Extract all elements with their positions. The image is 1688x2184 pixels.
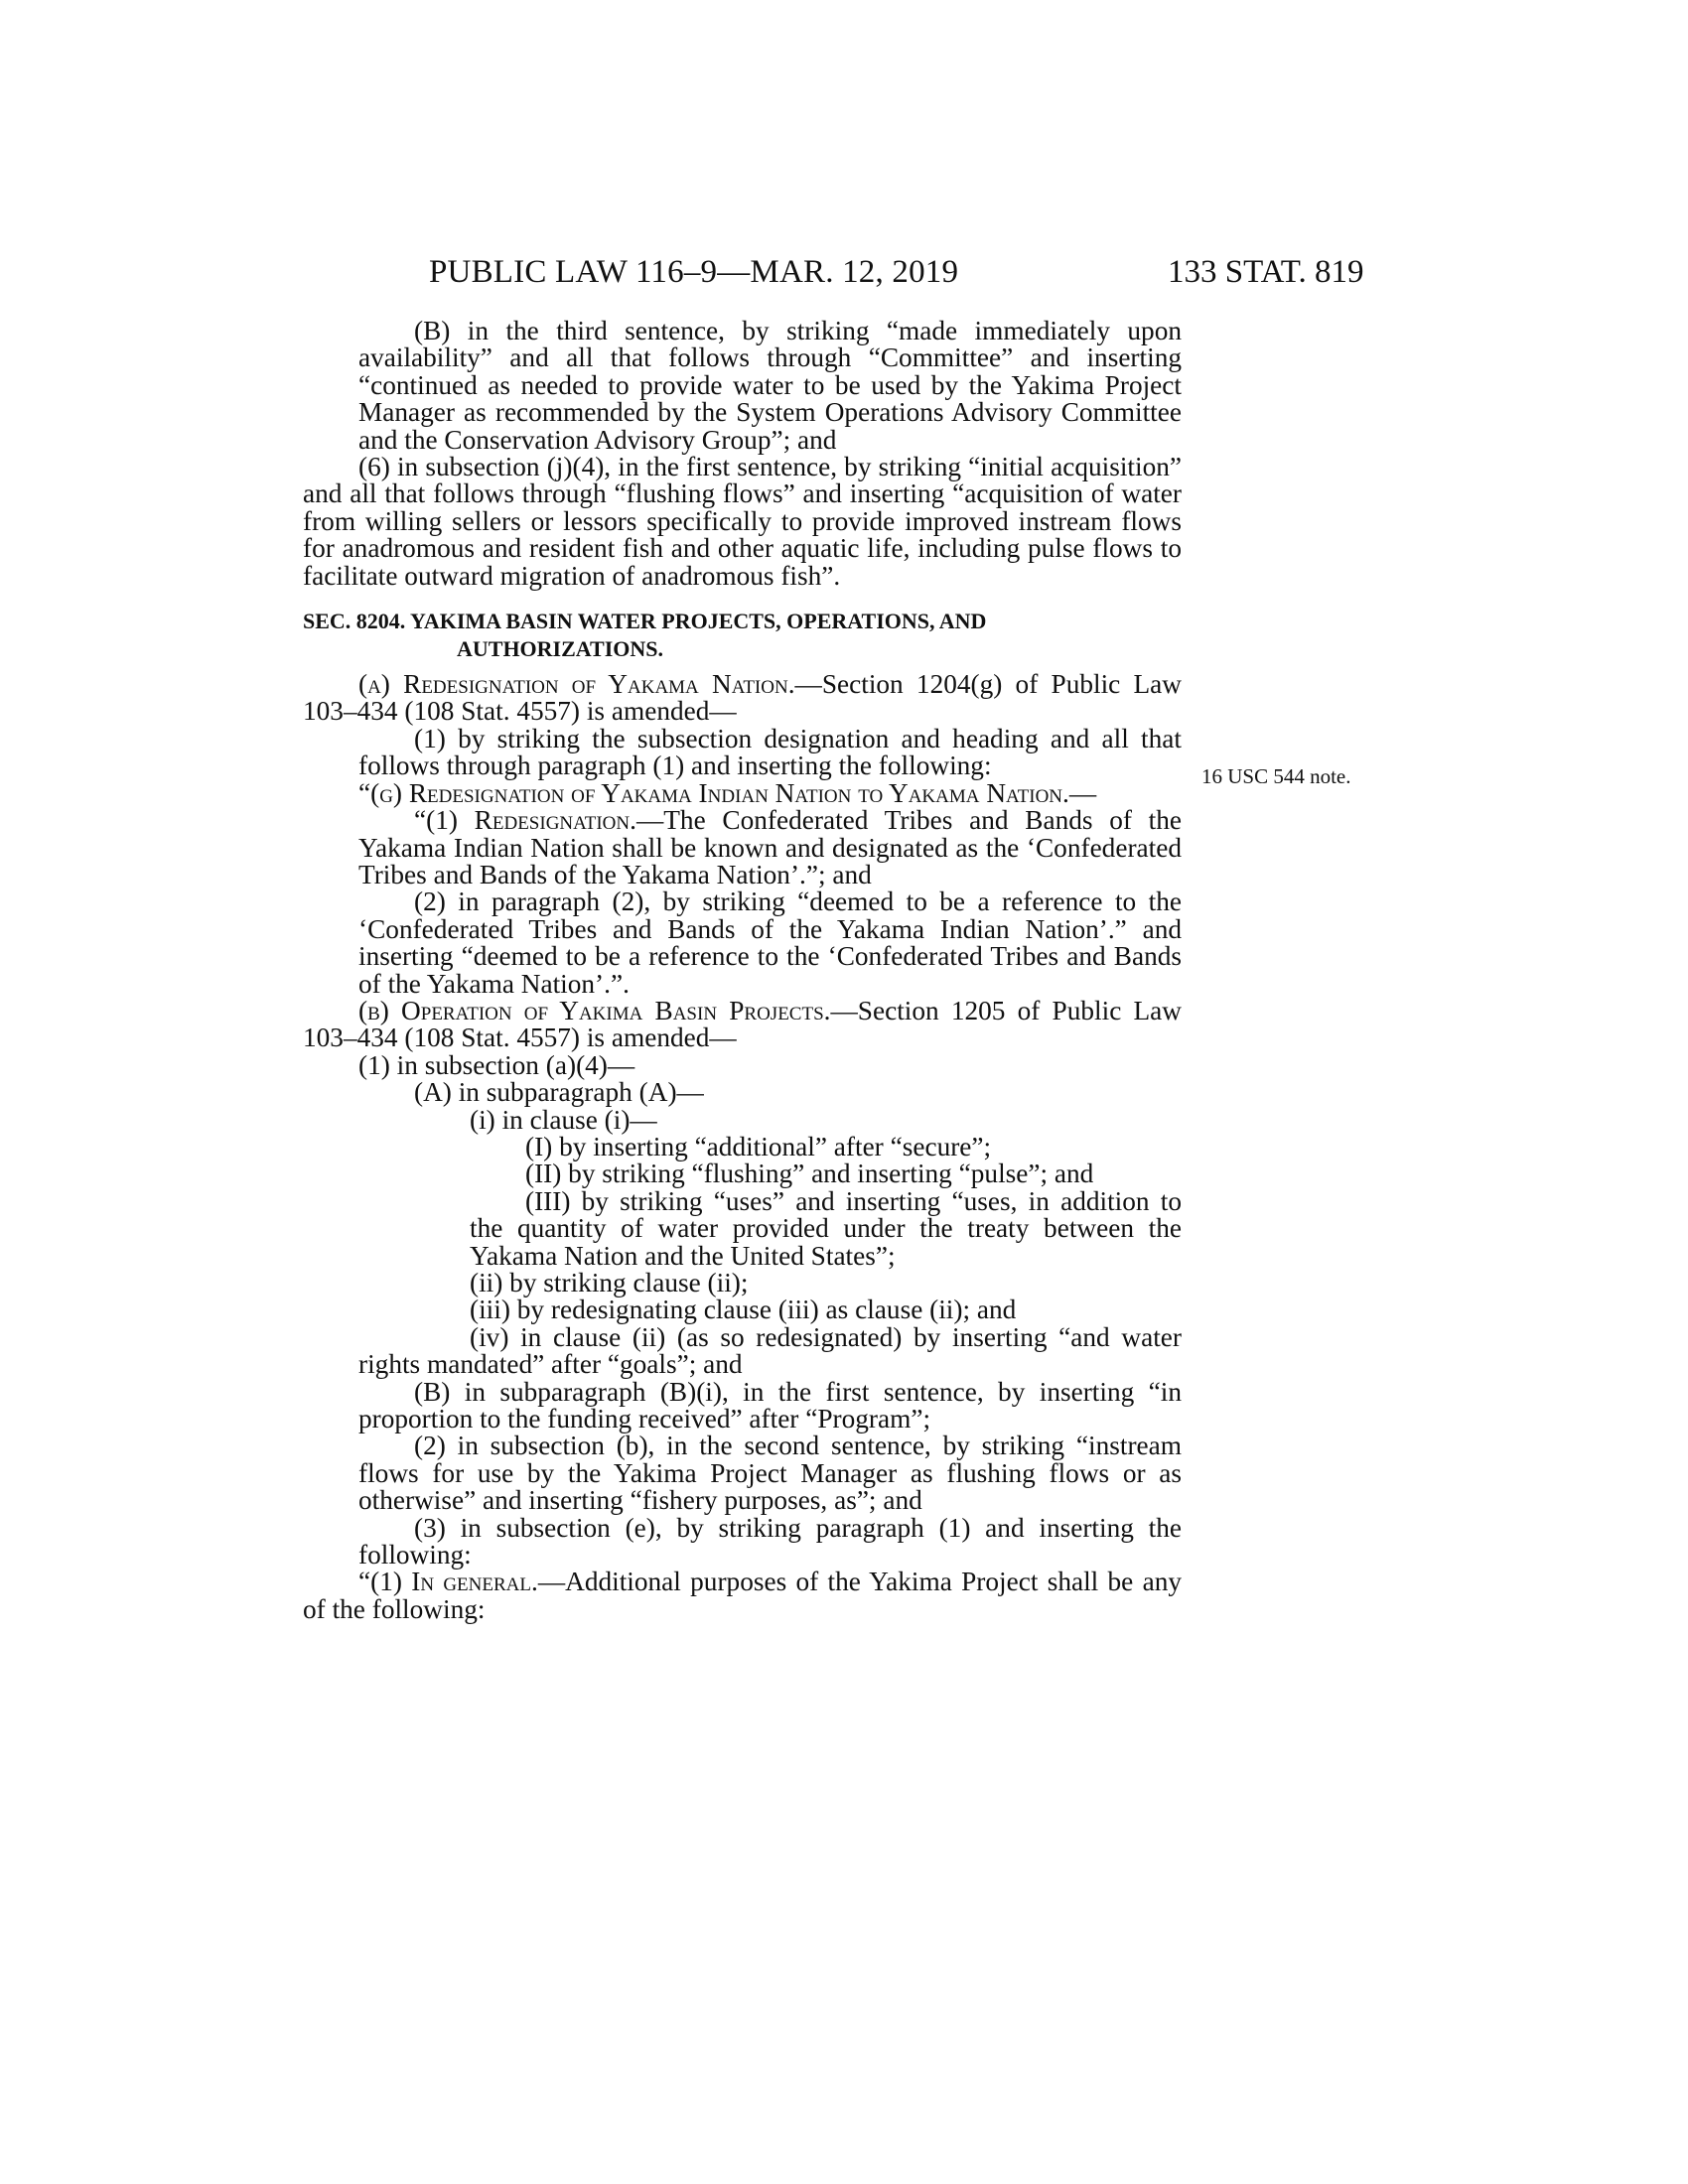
inserted-paragraph-g1 <box>303 807 1182 888</box>
inserted-subsection-g <box>303 777 1182 808</box>
document-body <box>303 318 1182 1623</box>
paragraph-b-third-sentence: (B) in the third sentence, by striking “made immediately upon availability” and all that follows through “Committee” and inserting “continued as needed to provide water to be used by the Yakima Project Manager as recommended by the System Operations Advisory Committee and the Conservation Advisory Group”; and <box>358 316 1182 455</box>
subsection-a-paragraph-2: (2) in paragraph (2), by striking “deemed to be a reference to the ‘Confederated Tribes and Bands of the Yakama Indian Nation’.” and inserting “deemed to be a reference to the ‘Confederated Tribes and Bands of the Yakama Nation’.”. <box>358 887 1182 999</box>
subsection-a <box>303 671 1182 726</box>
subsection-b <box>303 995 1182 1053</box>
subsection-b-paragraph-3: (3) in subsection (e), by striking paragraph (1) and inserting the following: <box>358 1512 1182 1570</box>
clause-ii: (ii) by striking clause (ii); <box>470 1268 749 1297</box>
clause-iv: (iv) in clause (ii) (as so redesignated) by inserting “and water rights mandated” after “goals”; and <box>358 1321 1182 1380</box>
subclause-II: (II) by striking “flushing” and inserting “pulse”; and <box>525 1159 1094 1189</box>
subsection-a-heading: (a) Redesignation of Yakama Nation. <box>358 669 795 700</box>
subsection-b-paragraph-2: (2) in subsection (b), in the second sentence, by striking “instream flows for use by the Yakima Project Manager as flushing flows or as otherwise” and inserting “fishery purposes, as”; and <box>358 1431 1182 1516</box>
inserted-subsection-g-heading: “(g) Redesignation of Yakama Indian Nation to Yakama Nation. <box>358 777 1069 808</box>
subsection-b-paragraph-1: (1) in subsection (a)(4)— <box>358 1049 635 1080</box>
paragraph-6-subsection-j4: (6) in subsection (j)(4), in the first sentence, by striking “initial acquisition” and all that follows through “flushing flows” and inserting “acquisition of water from willing sellers or lessors specifically to provide improved instream flows for anadromous and resident fish and other aquatic life, including pulse flows to facilitate outward migration of anadromous fish”. <box>303 452 1182 591</box>
running-head: PUBLIC LAW 116–9—MAR. 12, 2019 <box>429 254 959 290</box>
margin-note: 16 USC 544 note. <box>1201 764 1351 788</box>
inserted-paragraph-g1-heading: “(1) Redesignation. <box>414 805 636 836</box>
inserted-paragraph-e1-heading: “(1) In general. <box>358 1567 538 1597</box>
subsection-b-heading: (b) Operation of Yakima Basin Projects. <box>358 995 831 1025</box>
inserted-paragraph-e1 <box>303 1569 1182 1623</box>
section-heading <box>303 608 1182 663</box>
page-header <box>0 254 1688 294</box>
subclause-III: (III) by striking “uses” and inserting “uses, in addition to the quantity of water provided under the treaty between the Yakama Nation and the United States”; <box>470 1185 1182 1271</box>
section-heading-line-2: AUTHORIZATIONS. <box>457 636 664 662</box>
inserted-subsection-g-dash: — <box>1068 777 1097 808</box>
clause-iii: (iii) by redesignating clause (iii) as clause (ii); and <box>470 1295 1017 1325</box>
subparagraph-A: (A) in subparagraph (A)— <box>414 1077 704 1108</box>
inserted-paragraph-g1-text: —The Confederated Tribes and Bands of the Yakama Indian Nation shall be known and designated as the ‘Confederated Tribes and Bands of the Yakama Nation’.”; and <box>358 805 1183 889</box>
subsection-a-paragraph-1: (1) by striking the subsection designation and heading and all that follows through paragraph (1) and inserting the following: <box>358 723 1182 781</box>
subsection-a-text: —Section 1204(g) of Public Law 103–434 (108 Stat. 4557) is amended— <box>303 669 1182 727</box>
subclause-I: (I) by inserting “additional” after “secure”; <box>525 1131 992 1161</box>
stat-page-number: 133 STAT. 819 <box>1168 254 1364 290</box>
section-heading-line-1: SEC. 8204. YAKIMA BASIN WATER PROJECTS, OPERATIONS, AND <box>303 609 987 634</box>
clause-i: (i) in clause (i)— <box>470 1104 657 1135</box>
inserted-paragraph-e1-text: —Additional purposes of the Yakima Project shall be any of the following: <box>303 1567 1182 1624</box>
subparagraph-B: (B) in subparagraph (B)(i), in the first sentence, by inserting “in proportion to the funding received” after “Program”; <box>358 1376 1182 1434</box>
subsection-b-text: —Section 1205 of Public Law 103–434 (108 Stat. 4557) is amended— <box>303 995 1182 1053</box>
